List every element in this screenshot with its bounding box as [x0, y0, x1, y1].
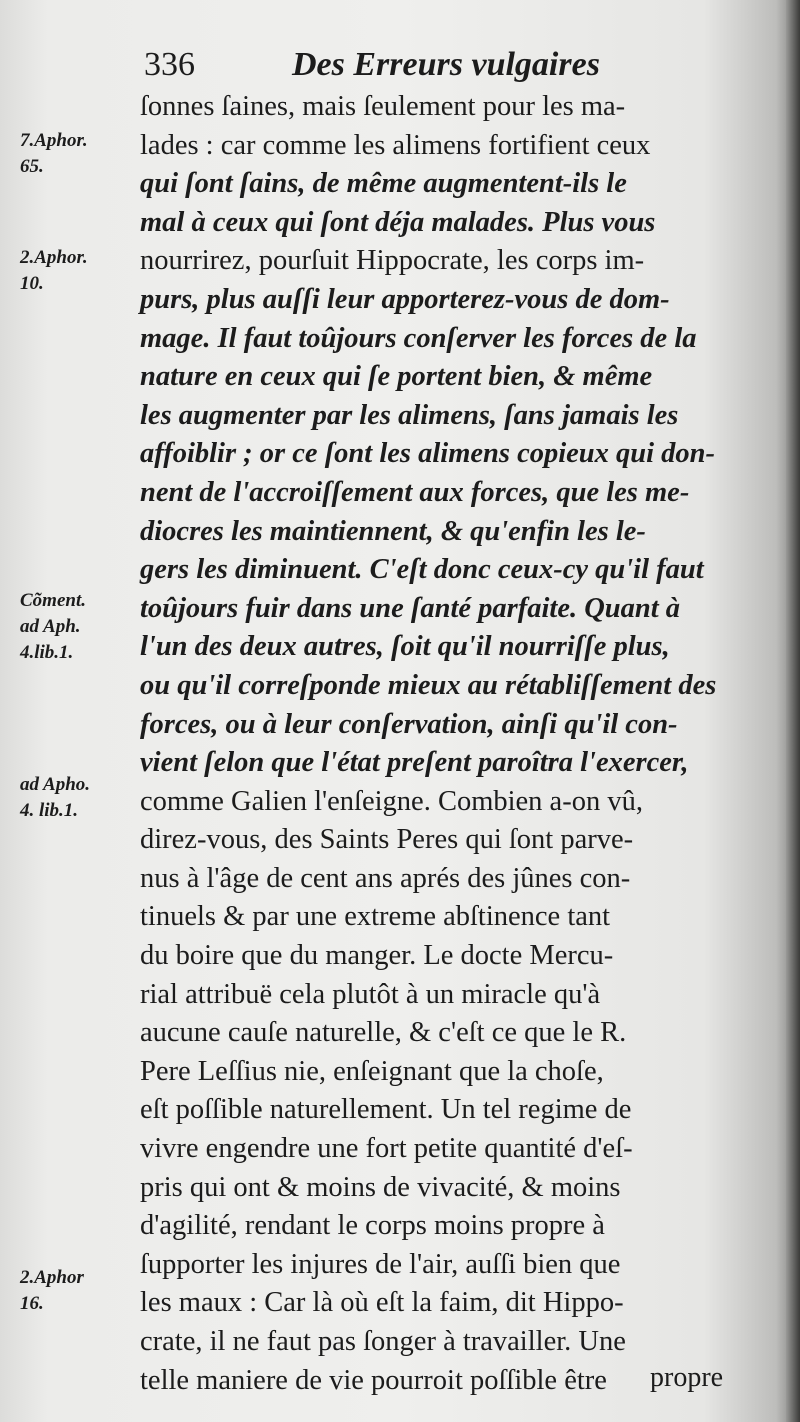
text-line: ſupporter les injures de l'air, auſſi bien que — [140, 1248, 621, 1280]
text-line: nent de l'accroiſſement aux forces, que les me- — [140, 476, 690, 508]
page-header — [140, 44, 660, 94]
page-edge-shadow — [786, 0, 800, 1422]
text-line: direz-vous, des Saints Peres qui ſont parve- — [140, 824, 634, 856]
text-line: vivre engendre une fort petite quantité d'eſ- — [140, 1133, 633, 1165]
text-line: d'agilité, rendant le corps moins propre à — [140, 1210, 605, 1242]
text-line: mal à ceux qui ſont déja malades. Plus vous — [140, 206, 656, 238]
text-line: rial attribuë cela plutôt à un miracle qu'à — [140, 978, 601, 1010]
page-number: 336 — [144, 46, 195, 83]
text-line: pris qui ont & moins de vivacité, & moins — [140, 1171, 621, 1203]
text-line: gers les diminuent. C'eſt donc ceux-cy qu'il faut — [140, 554, 704, 586]
margin-note: 2.Aphor. 10. — [20, 247, 88, 294]
text-line: ou qu'il correſponde mieux au rétabliſſement des — [140, 669, 717, 701]
text-line: eſt poſſible naturellement. Un tel regime de — [140, 1094, 632, 1126]
catchword: propre — [650, 1362, 724, 1393]
text-line: les maux : Car là où eſt la faim, dit Hippo- — [140, 1287, 624, 1319]
text-line: affoiblir ; or ce ſont les alimens copieux qui don- — [140, 438, 716, 470]
text-line: crate, il ne faut pas ſonger à travailler. Une — [140, 1326, 626, 1357]
text-line: nature en ceux qui ſe portent bien, & même — [140, 361, 653, 393]
text-line: aucune cauſe naturelle, & c'eſt ce que le R. — [140, 1017, 627, 1049]
text-line: qui ſont ſains, de même augmentent-ils le — [140, 168, 627, 200]
text-line: toûjours fuir dans une ſanté parfaite. Quant à — [140, 592, 681, 624]
text-line: mage. Il faut toûjours conſerver les forces de la — [140, 322, 697, 354]
text-line: l'un des deux autres, ſoit qu'il nourriſſe plus, — [140, 631, 670, 663]
text-line: lades : car comme les alimens fortifient ceux — [140, 129, 651, 161]
text-line: telle maniere de vie pourroit poſſible être — [140, 1364, 607, 1396]
text-line: ſonnes ſaines, mais ſeulement pour les ma- — [140, 91, 626, 122]
running-title: Des Erreurs vulgaires — [292, 46, 600, 83]
text-line: les augmenter par les alimens, ſans jamais les — [140, 399, 679, 431]
text-line: nus à l'âge de cent ans aprés des jûnes con- — [140, 862, 631, 894]
text-line: diocres les maintiennent, & qu'enfin les le- — [140, 515, 646, 547]
text-line: purs, plus auſſi leur apporterez-vous de dom- — [140, 283, 670, 315]
text-line: nourrirez, pourſuit Hippocrate, les corps im- — [140, 245, 645, 277]
margin-note: 7.Aphor. 65. — [20, 130, 88, 177]
text-line: vient ſelon que l'état preſent paroîtra l'exercer, — [140, 747, 689, 779]
margin-note: 2.Aphor 16. — [20, 1267, 84, 1314]
text-line: comme Galien l'enſeigne. Combien a-on vû, — [140, 785, 643, 817]
margin-note: ad Apho. 4. lib.1. — [20, 774, 91, 821]
text-line: forces, ou à leur conſervation, ainſi qu'il con- — [140, 708, 678, 740]
body-text — [140, 88, 740, 1400]
text-line: Pere Leſſius nie, enſeignant que la choſe, — [140, 1055, 604, 1087]
text-line: tinuels & par une extreme abſtinence tant — [140, 901, 611, 933]
margin-note: Cõment. ad Aph. 4.lib.1. — [20, 590, 86, 663]
text-line: du boire que du manger. Le docte Mercu- — [140, 940, 614, 972]
